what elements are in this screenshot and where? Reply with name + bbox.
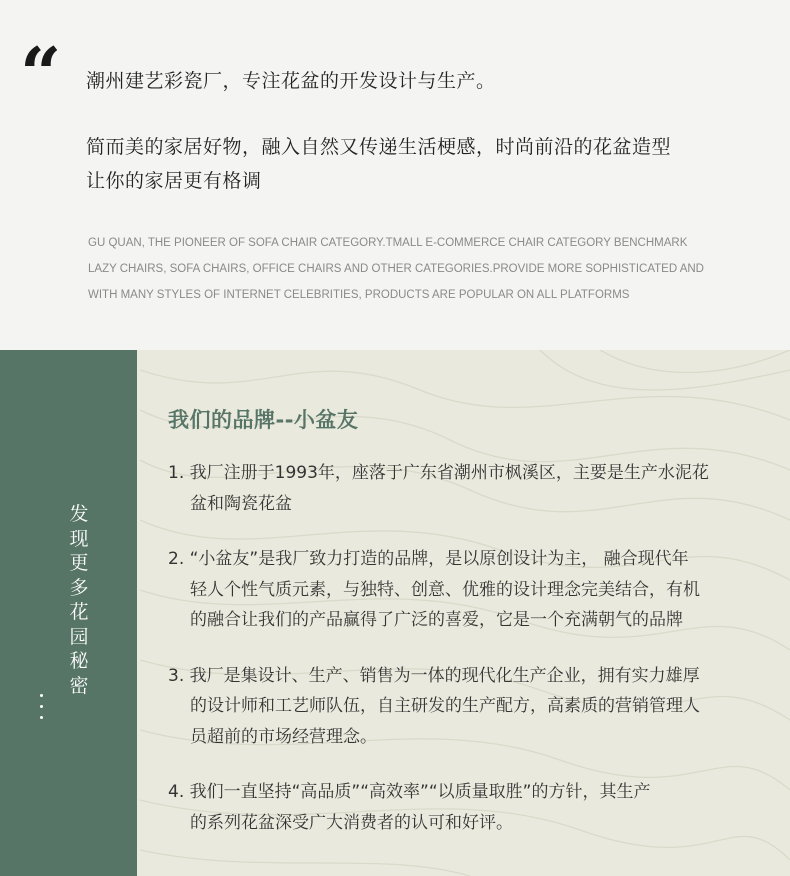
sidebar-char: 园 [69, 625, 89, 648]
list-item-line: 员超前的市场经营理念。 [190, 726, 377, 747]
list-item-line: 4. 我们一直坚持“高品质”“高效率”“以质量取胜”的方针，其生产 [168, 782, 651, 802]
brand-list [168, 458, 768, 863]
english-line: LAZY CHAIRS, SOFA CHAIRS, OFFICE CHAIRS AND OTHER CATEGORIES.PROVIDE MORE SOPHISTICATED AND [88, 263, 704, 275]
sidebar-char: 花 [69, 601, 89, 623]
intro-english-text [88, 230, 778, 308]
list-item-line: 的设计师和工艺师队伍，自主研发的生产配方，高素质的营销管理人 [190, 696, 700, 716]
list-item-line: 的融合让我们的产品赢得了广泛的喜爱，它是一个充满朝气的品牌 [190, 610, 683, 630]
brand-title: 我们的品牌--小盆友 [168, 408, 359, 432]
intro-section [0, 0, 790, 350]
list-item [168, 458, 768, 519]
quote-icon: “ [20, 31, 62, 116]
list-item-line: 的系列花盆深受广大消费者的认可和好评。 [190, 812, 513, 833]
list-item-line: 2. “小盆友”是我厂致力打造的品牌，是以原创设计为主， 融合现代年 [168, 549, 689, 569]
sidebar-char: 秘 [69, 650, 89, 672]
list-item-line: 盆和陶瓷花盆 [190, 493, 292, 514]
english-line: WITH MANY STYLES OF INTERNET CELEBRITIES, PRODUCTS ARE POPULAR ON ALL PLATFORMS [88, 289, 630, 301]
english-line: GU QUAN, THE PIONEER OF SOFA CHAIR CATEGORY.TMALL E-COMMERCE CHAIR CATEGORY BENCHMARK [88, 237, 688, 249]
intro-description [86, 130, 776, 198]
sidebar-char: 发 [69, 503, 89, 525]
list-item-line: 轻人个性气质元素，与独特、创意、优雅的设计理念完美结合，有机 [190, 579, 700, 600]
sidebar-char: 多 [69, 576, 89, 599]
ellipsis-icon [40, 694, 44, 727]
sidebar-char: 现 [69, 527, 89, 550]
sidebar-char: 更 [69, 552, 89, 574]
intro-description-line: 简而美的家居好物，融入自然又传递生活梗感，时尚前沿的花盆造型 [86, 136, 672, 158]
list-item [168, 661, 768, 753]
sidebar-char: 密 [69, 674, 89, 697]
list-item-line: 3. 我厂是集设计、生产、销售为一体的现代化生产企业，拥有实力雄厚 [168, 665, 700, 686]
brand-section [0, 350, 790, 876]
intro-description-line: 让你的家居更有格调 [86, 170, 262, 192]
sidebar [0, 350, 137, 876]
intro-headline: 潮州建艺彩瓷厂，专注花盆的开发设计与生产。 [86, 70, 496, 92]
list-item [168, 777, 768, 838]
sidebar-vertical-text [66, 502, 92, 698]
list-item-line: 1. 我厂注册于1993年，座落于广东省潮州市枫溪区，主要是生产水泥花 [168, 463, 709, 483]
list-item [168, 544, 768, 636]
